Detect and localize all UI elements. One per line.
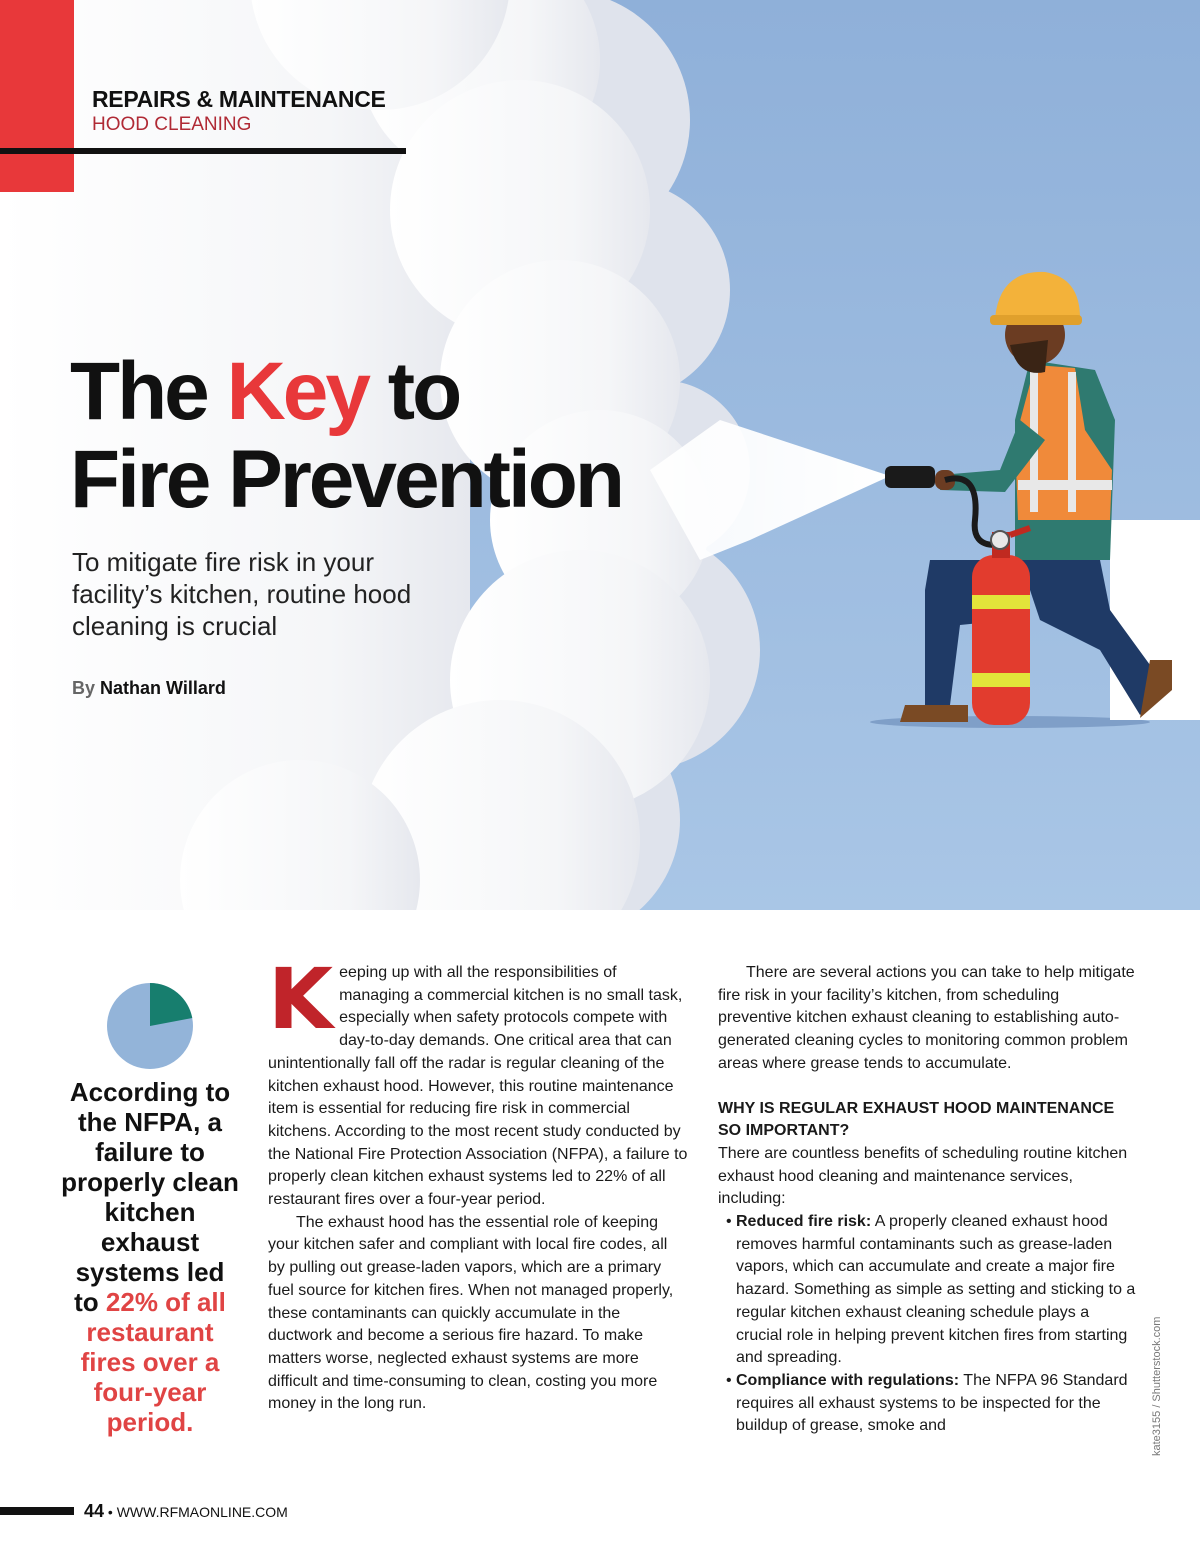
- pull-quote-text: According to the NFPA, a failure to properly clean kitchen exhaust systems led to: [61, 1077, 239, 1317]
- footer: [84, 1501, 288, 1522]
- article-column-1: [268, 950, 688, 1416]
- headline-line2: Fire Prevention: [70, 434, 622, 525]
- paragraph-2: The exhaust hood has the essential role of keeping your kitchen safer and compliant with local fire codes, all by pulling out grease-laden vapors, which are a primary fuel source for kitchen fires. When not managed properly, these contaminants can quickly accumulate in the ductwork and become a serious fire hazard. To make matters worse, neglected exhaust systems are more difficult and time-consuming to clean, costing you more money in the long run.: [268, 1213, 674, 1413]
- byline-author: Nathan Willard: [100, 678, 226, 698]
- section-subtitle: HOOD CLEANING: [92, 114, 252, 135]
- headline-part1: The: [70, 346, 227, 437]
- footer-site: WWW.RFMAONLINE.COM: [116, 1504, 288, 1520]
- byline-by: By: [72, 678, 96, 698]
- bullet-term: Reduced fire risk:: [736, 1213, 872, 1231]
- bullet-list: [718, 1211, 1136, 1438]
- subhead: WHY IS REGULAR EXHAUST HOOD MAINTENANCE SO IMPORTANT?: [718, 1099, 1115, 1140]
- section-label: [92, 86, 386, 136]
- dek: To mitigate fire risk in your facility’s kitchen, routine hood cleaning is crucial: [72, 547, 412, 641]
- section-title: REPAIRS & MAINTENANCE: [92, 86, 386, 112]
- bullet-term: Compliance with regulations:: [736, 1371, 960, 1389]
- bullet-text: The NFPA 96 Standard requires all exhaust systems to be inspected for the buildup of grease, smoke and: [736, 1371, 1128, 1435]
- paragraph-3: There are several actions you can take to help mitigate fire risk in your facility’s kitchen, from scheduling preventive kitchen exhaust cleaning to establishing auto-generated cleaning cycles to monitoring common problem areas where grease tends to accumulate.: [718, 964, 1135, 1072]
- footer-separator: •: [107, 1504, 113, 1520]
- headline-part2: to: [368, 346, 460, 437]
- headline-accent: Key: [226, 346, 369, 437]
- pull-quote-highlight: 22% of all restaurant fires over a four-year period.: [80, 1287, 226, 1437]
- pie-chart: [104, 980, 196, 1072]
- bullet-text: A properly cleaned exhaust hood removes harmful contaminants such as grease-laden vapors, which can accumulate and create a major fire hazard. Something as simple as setting and sticking to a regular kitchen exhaust cleaning schedule plays a crucial role in helping prevent kitchen fires from starting and spreading.: [736, 1213, 1136, 1367]
- section-rule: [0, 148, 406, 154]
- section-color-block: [0, 0, 74, 192]
- headline: [70, 348, 622, 524]
- bullet-item: [736, 1370, 1136, 1438]
- page-number: 44: [84, 1501, 105, 1521]
- pull-quote: [60, 1077, 240, 1437]
- drop-cap: K: [268, 950, 334, 1048]
- bullet-item: [736, 1211, 1136, 1370]
- paragraph-4: There are countless benefits of scheduling routine kitchen exhaust hood cleaning and maintenance services, including:: [718, 1144, 1128, 1208]
- article-column-2: [718, 962, 1136, 1438]
- paragraph-1: [268, 950, 688, 1212]
- photo-credit: kate3155 / Shutterstock.com: [1151, 1316, 1163, 1456]
- footer-rule: [0, 1507, 74, 1515]
- paragraph-1-text: eeping up with all the responsibilities of managing a commercial kitchen is no small task, especially when safety protocols compete with day-to-day demands. One critical area that can unintentionally fall off the radar is regular cleaning of the kitchen exhaust hood. However, this routine maintenance item is essential for reducing fire risk in commercial kitchens. According to the most recent study conducted by the National Fire Protection Association (NFPA), a failure to properly clean kitchen exhaust systems led to 22% of all restaurant fires over a four-year period.: [268, 964, 688, 1209]
- byline: [72, 678, 226, 699]
